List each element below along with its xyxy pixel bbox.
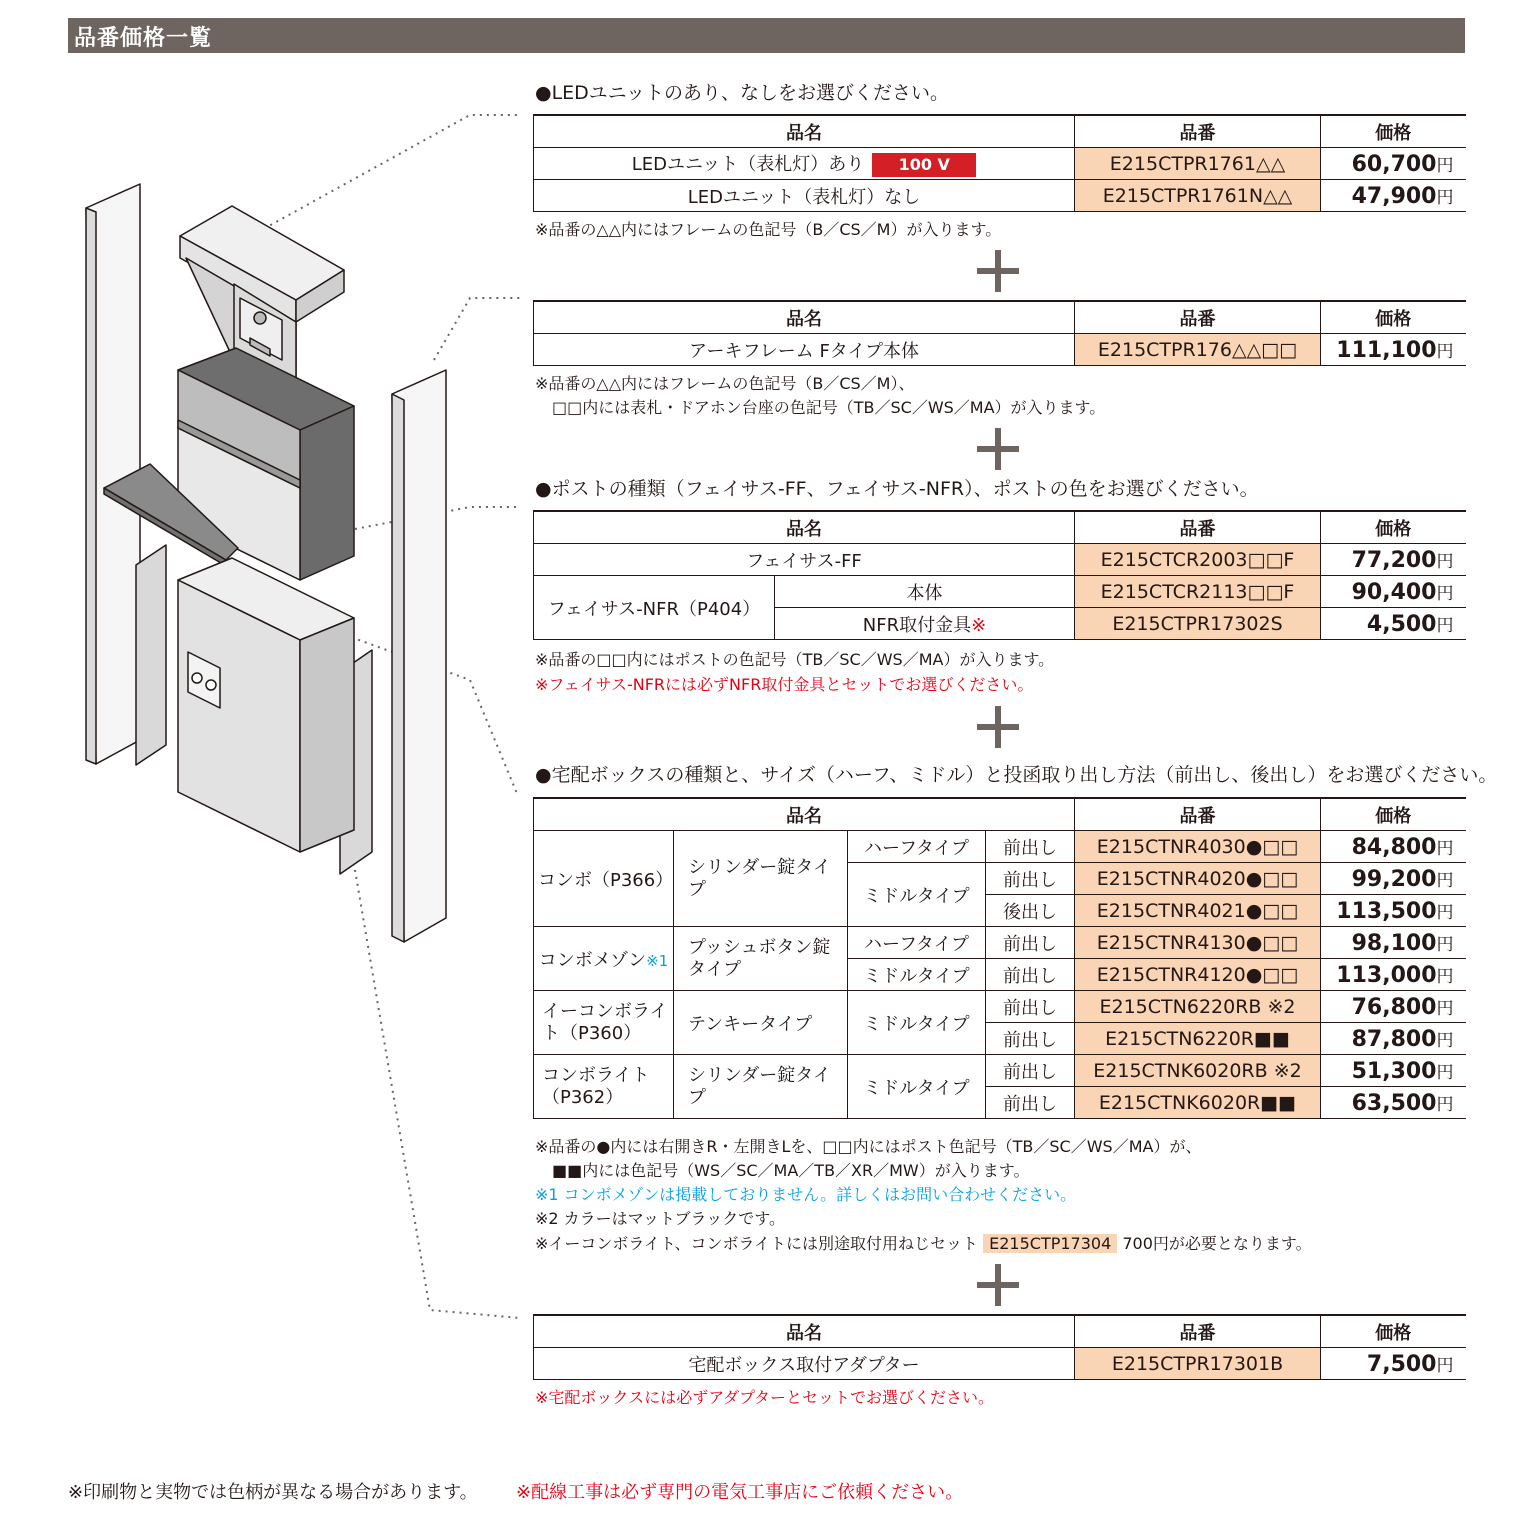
table-row: [534, 831, 1466, 863]
col-name-header: 品名: [534, 115, 1075, 148]
col-name-header: 品名: [534, 301, 1075, 334]
led-heading: ●LEDユニットのあり、なしをお選びください。: [535, 82, 950, 104]
table-row: [534, 334, 1466, 366]
opening-type: 後出し: [986, 895, 1075, 927]
product-price: 7,500円: [1321, 1348, 1466, 1380]
product-code: E215CTPR176△△□□: [1075, 334, 1321, 366]
screw-set-code: E215CTP17304: [983, 1234, 1117, 1253]
page-title: 品番価格一覧: [74, 25, 213, 51]
col-name-header: 品名: [534, 1315, 1075, 1348]
product-price: 47,900円: [1321, 180, 1466, 212]
adapter-note: ※宅配ボックスには必ずアダプターとセットでお選びください。: [535, 1388, 995, 1407]
table-row: [534, 180, 1466, 212]
size-type: ミドルタイプ: [848, 959, 986, 991]
product-price: 90,400円: [1321, 576, 1466, 608]
product-code: E215CTCR2113□□F: [1075, 576, 1321, 608]
col-name-header: 品名: [534, 798, 1075, 831]
product-price: 51,300円: [1321, 1055, 1466, 1087]
lock-type: シリンダー錠タイプ: [674, 831, 848, 927]
opening-type: 前出し: [986, 991, 1075, 1023]
post-heading: ●ポストの種類（フェイサス-FF、フェイサス-NFR）、ポストの色をお選びください。: [535, 478, 1259, 500]
table-row: [534, 148, 1466, 180]
size-type: ハーフタイプ: [848, 831, 986, 863]
table-row: [534, 544, 1466, 576]
product-name: アーキフレーム Fタイプ本体: [534, 334, 1075, 366]
col-price-header: 価格: [1321, 798, 1466, 831]
delivery-box-heading: ●宅配ボックスの種類と、サイズ（ハーフ、ミドル）と投函取り出し方法（前出し、後出し）をお選びください。: [535, 764, 1498, 786]
product-price: 111,100円: [1321, 334, 1466, 366]
delivery-note-3: ※1 コンボメゾンは掲載しておりません。詳しくはお問い合わせください。: [535, 1185, 1077, 1204]
product-price: 113,500円: [1321, 895, 1466, 927]
opening-type: 前出し: [986, 1055, 1075, 1087]
size-type: ハーフタイプ: [848, 927, 986, 959]
lock-type: テンキータイプ: [674, 991, 848, 1055]
post-note-2: ※フェイサス-NFRには必ずNFR取付金具とセットでお選びください。: [535, 675, 1034, 694]
product-code: E215CTPR17302S: [1075, 608, 1321, 640]
voltage-badge: 100 V: [872, 153, 976, 177]
product-subname: 本体: [775, 576, 1075, 608]
post-table: [533, 510, 1466, 640]
plus-icon: [977, 428, 1019, 470]
product-price: 4,500円: [1321, 608, 1466, 640]
col-price-header: 価格: [1321, 1315, 1466, 1348]
opening-type: 前出し: [986, 1023, 1075, 1055]
product-price: 76,800円: [1321, 991, 1466, 1023]
product-price: 60,700円: [1321, 148, 1466, 180]
product-code: E215CTNR4020●□□: [1075, 863, 1321, 895]
opening-type: 前出し: [986, 863, 1075, 895]
footer-note: ※印刷物と実物では色柄が異なる場合があります。: [68, 1482, 478, 1503]
delivery-note-5: ※イーコンボライト、コンボライトには別途取付用ねじセット E215CTP17304 700円が必要となります。: [535, 1234, 1312, 1253]
led-note: ※品番の△△内にはフレームの色記号（B／CS／M）が入ります。: [535, 220, 1002, 239]
series-combo: コンボ（P366）: [534, 831, 674, 927]
product-name: LEDユニット（表札灯）あり: [631, 154, 865, 175]
product-code: E215CTPR1761△△: [1075, 148, 1321, 180]
product-price: 77,200円: [1321, 544, 1466, 576]
col-price-header: 価格: [1321, 511, 1466, 544]
table-row: [534, 576, 1466, 608]
product-code: E215CTPR1761N△△: [1075, 180, 1321, 212]
product-price: 87,800円: [1321, 1023, 1466, 1055]
table-row: [534, 991, 1466, 1023]
lock-type: プッシュボタン錠タイプ: [674, 927, 848, 991]
product-code: E215CTNR4030●□□: [1075, 831, 1321, 863]
product-price: 99,200円: [1321, 863, 1466, 895]
product-code: E215CTNR4130●□□: [1075, 927, 1321, 959]
product-code: E215CTNK6020R■■: [1075, 1087, 1321, 1119]
lock-type: シリンダー錠タイプ: [674, 1055, 848, 1119]
opening-type: 前出し: [986, 1087, 1075, 1119]
delivery-box-table: [533, 797, 1466, 1119]
size-type: ミドルタイプ: [848, 863, 986, 927]
product-code: E215CTNK6020RB ※2: [1075, 1055, 1321, 1087]
product-name: LEDユニット（表札灯）なし: [534, 180, 1075, 212]
size-type: ミドルタイプ: [848, 1055, 986, 1119]
product-code: E215CTN6220RB ※2: [1075, 991, 1321, 1023]
size-type: ミドルタイプ: [848, 991, 986, 1055]
opening-type: 前出し: [986, 927, 1075, 959]
delivery-note-4: ※2 カラーはマットブラックです。: [535, 1209, 785, 1228]
frame-table: [533, 300, 1466, 366]
adapter-table: [533, 1314, 1466, 1380]
col-name-header: 品名: [534, 511, 1075, 544]
series-mezon: コンボメゾン※1: [534, 927, 674, 991]
table-row: [534, 927, 1466, 959]
plus-icon: [977, 250, 1019, 292]
product-code: E215CTNR4120●□□: [1075, 959, 1321, 991]
product-name: 宅配ボックス取付アダプター: [534, 1348, 1075, 1380]
col-code-header: 品番: [1075, 511, 1321, 544]
col-code-header: 品番: [1075, 798, 1321, 831]
delivery-note-1: ※品番の●内には右開きR・左開きLを、□□内にはポスト色記号（TB／SC／WS／MA）が、: [535, 1137, 1202, 1156]
plus-icon: [977, 706, 1019, 748]
product-price: 84,800円: [1321, 831, 1466, 863]
product-name: フェイサス-NFR（P404）: [534, 576, 775, 640]
col-code-header: 品番: [1075, 115, 1321, 148]
series-e-combolite: イーコンボライト（P360）: [534, 991, 674, 1055]
series-combolite: コンボライト（P362）: [534, 1055, 674, 1119]
product-price: 98,100円: [1321, 927, 1466, 959]
product-subname: NFR取付金具※: [775, 608, 1075, 640]
product-price: 113,000円: [1321, 959, 1466, 991]
table-row: [534, 1055, 1466, 1087]
frame-note-1: ※品番の△△内にはフレームの色記号（B／CS／M）、: [535, 374, 915, 393]
product-code: E215CTPR17301B: [1075, 1348, 1321, 1380]
col-price-header: 価格: [1321, 115, 1466, 148]
product-code: E215CTNR4021●□□: [1075, 895, 1321, 927]
product-price: 63,500円: [1321, 1087, 1466, 1119]
product-code: E215CTN6220R■■: [1075, 1023, 1321, 1055]
footer-warning: ※配線工事は必ず専門の電気工事店にご依頼ください。: [516, 1482, 964, 1503]
product-code: E215CTCR2003□□F: [1075, 544, 1321, 576]
frame-note-2: □□内には表札・ドアホン台座の色記号（TB／SC／WS／MA）が入ります。: [552, 398, 1106, 417]
table-row: [534, 1348, 1466, 1380]
opening-type: 前出し: [986, 831, 1075, 863]
plus-icon: [977, 1264, 1019, 1306]
col-code-header: 品番: [1075, 1315, 1321, 1348]
col-price-header: 価格: [1321, 301, 1466, 334]
delivery-note-2: ■■内には色記号（WS／SC／MA／TB／XR／MW）が入ります。: [552, 1161, 1030, 1180]
product-name: フェイサス-FF: [534, 544, 1075, 576]
col-code-header: 品番: [1075, 301, 1321, 334]
led-table: [533, 114, 1466, 212]
post-note-1: ※品番の□□内にはポストの色記号（TB／SC／WS／MA）が入ります。: [535, 650, 1055, 669]
opening-type: 前出し: [986, 959, 1075, 991]
